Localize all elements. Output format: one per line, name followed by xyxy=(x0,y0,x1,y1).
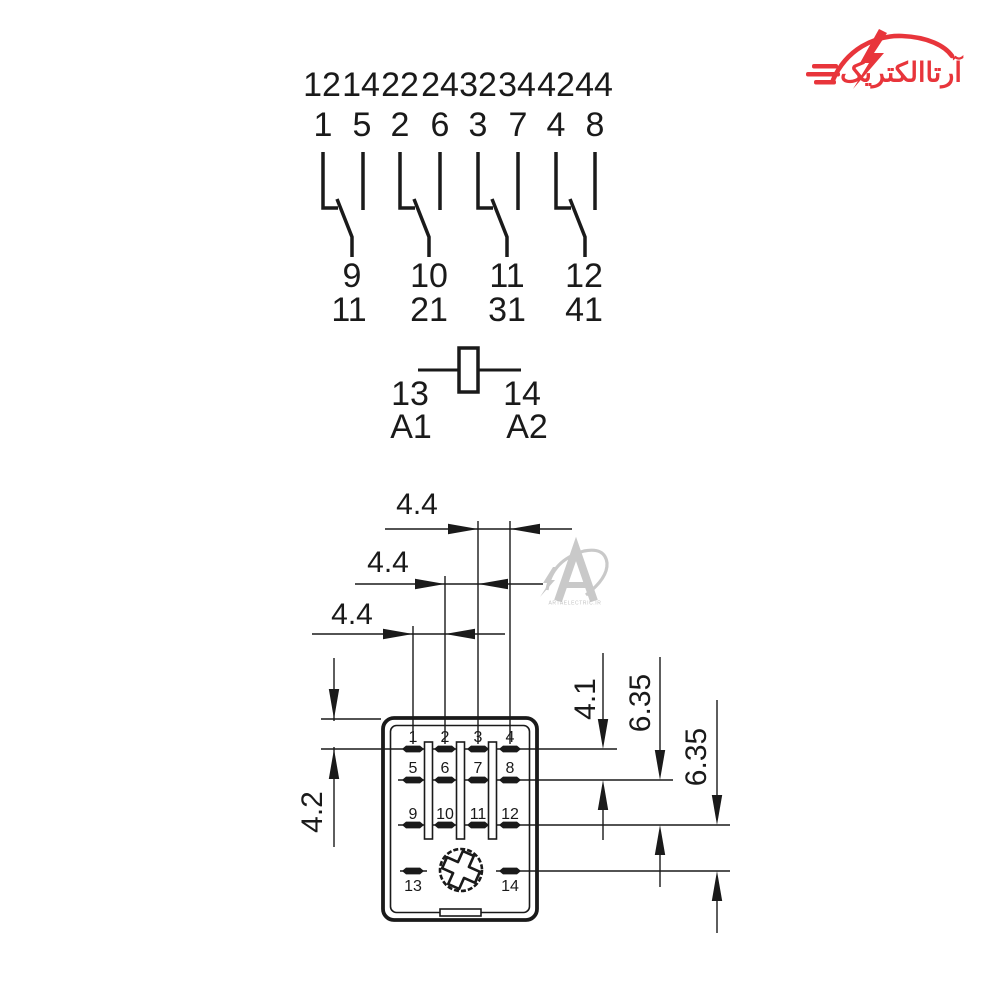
base-pin-label: 13 xyxy=(404,878,422,895)
terminal-number-label: 6 xyxy=(430,106,450,144)
contact-code-label: 12 xyxy=(303,66,341,104)
coil-pin-label: 13 xyxy=(391,375,429,413)
contact-code-label: 22 xyxy=(381,66,419,104)
contact-symbols xyxy=(323,152,595,257)
coil-code-label: A2 xyxy=(506,408,548,446)
dimension-label: 4.4 xyxy=(331,598,373,631)
dimension-label: 6.35 xyxy=(624,673,657,733)
terminal-number-label: 4 xyxy=(546,106,566,144)
terminal-number-label: 5 xyxy=(352,106,372,144)
common-terminal-label: 12 xyxy=(565,257,603,295)
watermark-icon xyxy=(540,549,607,601)
terminal-number-label: 7 xyxy=(508,106,528,144)
contact-code-label: 32 xyxy=(459,66,497,104)
common-terminal-label: 9 xyxy=(342,257,362,295)
base-pin-label: 9 xyxy=(408,806,418,823)
common-code-label: 21 xyxy=(410,291,448,329)
base-pin-label: 12 xyxy=(501,806,519,823)
base-pin-label: 4 xyxy=(505,729,515,746)
watermark-text: ARTAELECTRIC.IR xyxy=(548,600,602,607)
base-pin-label: 6 xyxy=(440,760,450,777)
terminal-number-label: 1 xyxy=(313,106,333,144)
coil-code-label: A1 xyxy=(390,408,432,446)
dimension-label: 4.1 xyxy=(569,678,602,720)
brand-logo-text: آرتاالکتریک xyxy=(840,57,962,88)
contact-code-label: 14 xyxy=(342,66,380,104)
base-pin-label: 7 xyxy=(473,760,483,777)
common-terminal-label: 11 xyxy=(489,257,525,295)
base-pin-label: 5 xyxy=(408,760,418,777)
base-pin-label: 10 xyxy=(436,806,454,823)
base-pin-label: 2 xyxy=(440,729,450,746)
base-pin-label: 11 xyxy=(469,806,487,823)
contact-code-label: 34 xyxy=(498,66,536,104)
base-pin-label: 14 xyxy=(501,878,519,895)
terminal-number-label: 8 xyxy=(585,106,605,144)
terminal-number-label: 3 xyxy=(468,106,488,144)
dimension-lines xyxy=(312,521,730,933)
contact-code-label: 44 xyxy=(575,66,613,104)
common-code-label: 31 xyxy=(488,291,526,329)
common-terminal-label: 10 xyxy=(410,257,448,295)
coil-pin-label: 14 xyxy=(503,375,541,413)
base-pin-label: 1 xyxy=(408,729,418,746)
terminal-number-label: 2 xyxy=(390,106,410,144)
contact-code-label: 42 xyxy=(537,66,575,104)
dimension-label: 6.35 xyxy=(680,727,713,787)
common-code-label: 11 xyxy=(331,291,367,329)
base-pin-label: 3 xyxy=(473,729,483,746)
screw-icon xyxy=(437,846,485,894)
base-pin-label: 8 xyxy=(505,760,515,777)
dimension-label: 4.2 xyxy=(296,791,329,833)
dimension-arrows xyxy=(329,524,722,901)
common-code-label: 41 xyxy=(565,291,603,329)
dimension-label: 4.4 xyxy=(396,488,438,521)
contact-code-label: 24 xyxy=(421,66,459,104)
dimension-label: 4.4 xyxy=(367,546,409,579)
